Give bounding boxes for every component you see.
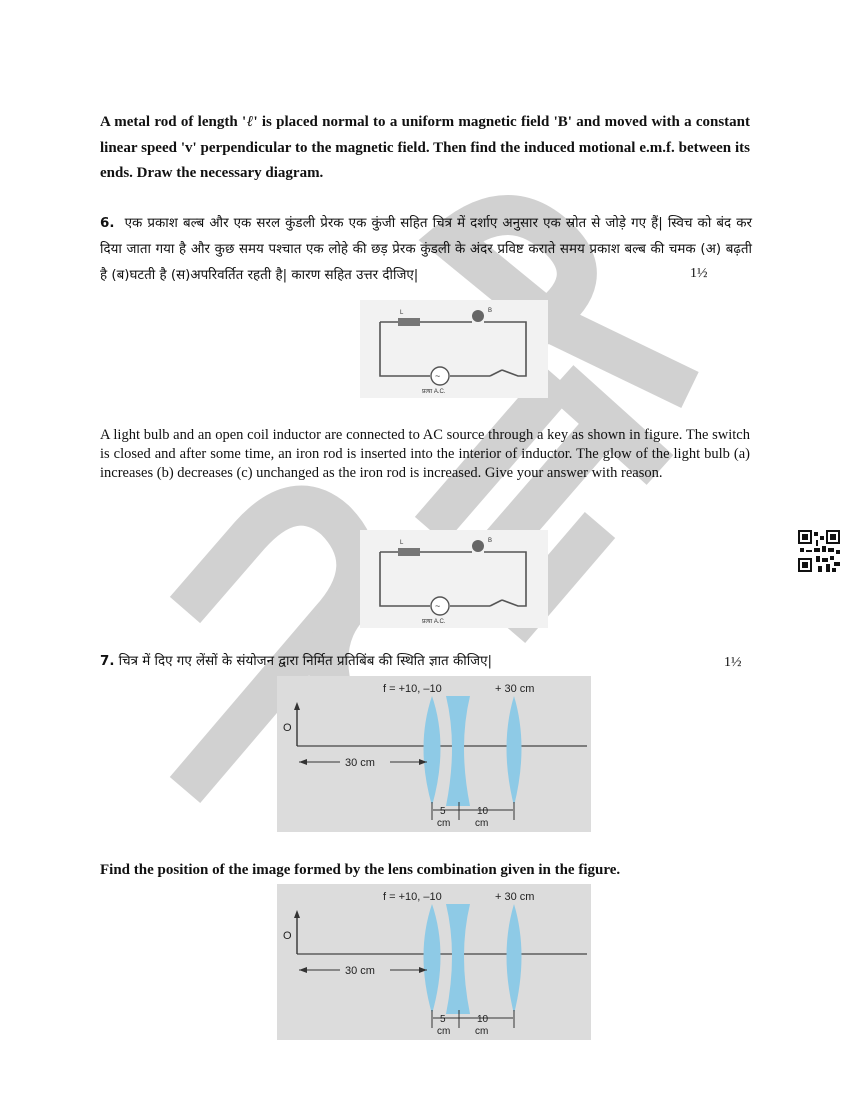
svg-text:5: 5: [440, 806, 446, 817]
svg-text:5: 5: [440, 1014, 446, 1025]
svg-text:10: 10: [477, 1014, 489, 1025]
q6-hindi-text: 6. एक प्रकाश बल्ब और एक सरल कुंडली प्रेरक एक कुंजी सहित चित्र में दर्शाए अनुसार एक स्रोत से जोड़े गए हैं| स्विच को बंद कर दिया जाता गया है और कुछ समय पश्चात एक लोहे की छड़ प्रेरक कुंडली के अंदर प्रविष्ट कराते समय प्रकाश बल्ब की चमक (अ) बढ़ती है (ब)घटती है (स)अपरिवर्तित रहती है| कारण सहित उत्तर दीजिए|: [100, 216, 752, 283]
q6-circuit-diagram-2: [360, 528, 548, 630]
svg-text:f = +10, –10: f = +10, –10: [383, 891, 442, 903]
q6-marks: 1½: [690, 266, 708, 281]
svg-text:O: O: [283, 722, 292, 734]
q7-hindi-text: 7. चित्र में दिए गए लेंसों के संयोजन द्वारा निर्मित प्रतिबिंब की स्थिति ज्ञात कीजिए|: [100, 654, 493, 669]
svg-text:+ 30 cm: + 30 cm: [495, 891, 535, 903]
svg-text:L: L: [400, 310, 404, 316]
q7-marks: 1½: [724, 655, 742, 670]
q6-circuit-diagram-1: [360, 300, 548, 398]
q7-english-text: Find the position of the image formed by the lens combination given in the figure.: [100, 862, 621, 878]
svg-text:cm: cm: [437, 818, 451, 829]
svg-text:cm: cm: [475, 1026, 489, 1037]
q7-lens-diagram-1: [277, 676, 591, 832]
q7-lens-diagram-2: [277, 884, 591, 1040]
bulb-icon: [472, 310, 484, 322]
svg-text:प्रत्या A.C.: प्रत्या A.C.: [422, 389, 446, 395]
svg-text:B: B: [488, 538, 493, 544]
svg-text:L: L: [400, 540, 404, 546]
svg-text:cm: cm: [475, 818, 489, 829]
svg-text:प्रत्या A.C.: प्रत्या A.C.: [422, 619, 446, 625]
svg-text:30 cm: 30 cm: [345, 965, 375, 977]
svg-text:30 cm: 30 cm: [345, 757, 375, 769]
svg-text:+ 30 cm: + 30 cm: [495, 683, 535, 695]
svg-text:~: ~: [435, 601, 441, 611]
svg-text:B: B: [488, 308, 493, 314]
inductor-coil: [398, 548, 420, 556]
svg-text:cm: cm: [437, 1026, 451, 1037]
svg-text:~: ~: [435, 371, 441, 381]
q6-english-text: A light bulb and an open coil inductor are connected to AC source through a key as shown in figure. The switch is closed and after some time, an iron rod is inserted into the interior of inductor. The glow of the light bulb (a) increases (b) decreases (c) unchanged as the iron rod is increased. Give your answer with reason.: [100, 427, 750, 481]
svg-text:10: 10: [477, 806, 489, 817]
svg-text:O: O: [283, 930, 292, 942]
qr-code-icon: [798, 530, 840, 572]
svg-text:f = +10, –10: f = +10, –10: [383, 683, 442, 695]
bulb-icon: [472, 540, 484, 552]
inductor-coil: [398, 318, 420, 326]
q5-english-text: A metal rod of length 'ℓ' is placed normal to a uniform magnetic field 'B' and moved with a constant linear speed 'v' perpendicular to the magnetic field. Then find the induced motional e.m.f. between its ends. Draw the necessary diagram.: [100, 114, 751, 181]
